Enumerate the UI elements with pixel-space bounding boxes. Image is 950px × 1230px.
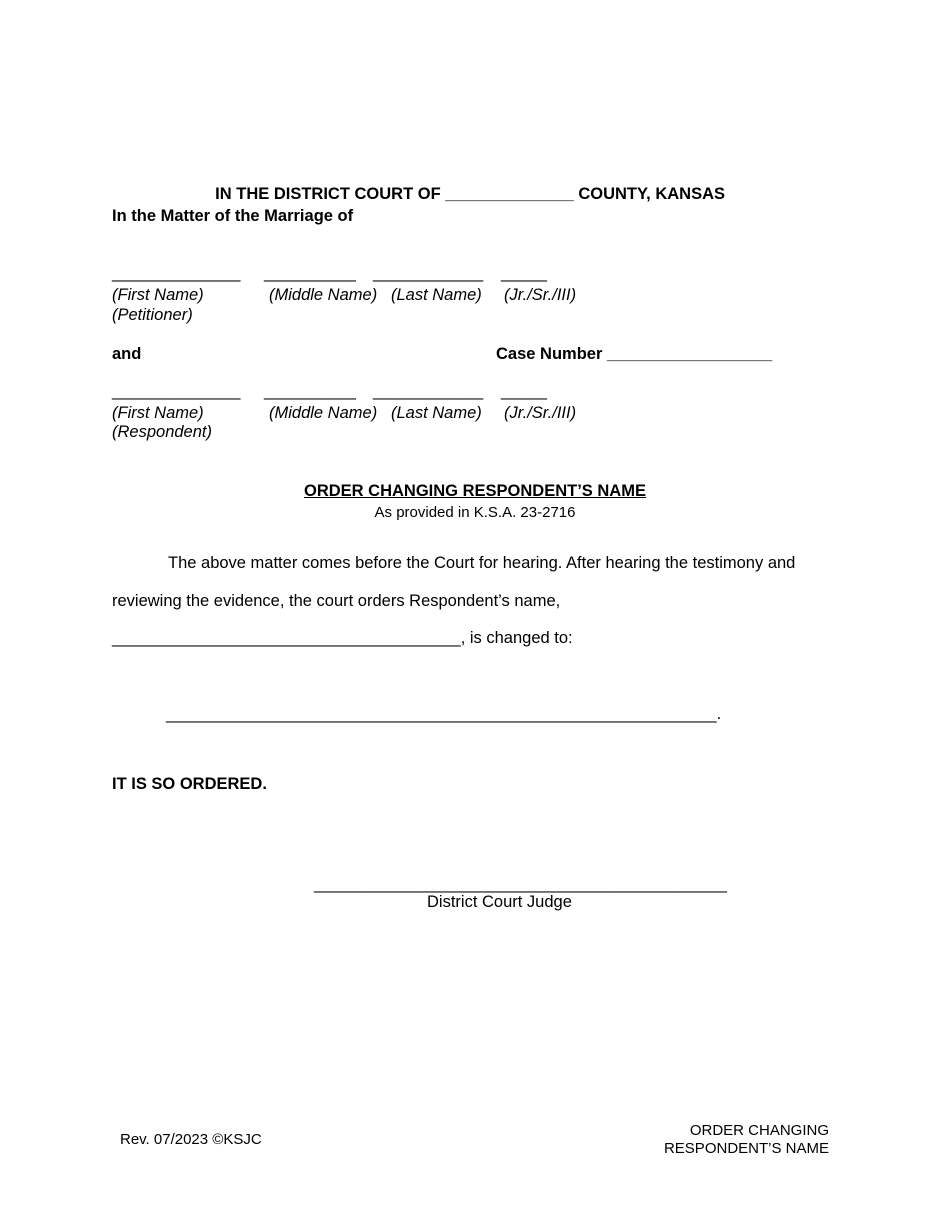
respondent-suffix-label: (Jr./Sr./III) (504, 404, 577, 422)
respondent-first-label: (First Name) (112, 404, 204, 422)
matter-heading: In the Matter of the Marriage of (112, 207, 354, 225)
court-suffix: COUNTY, KANSAS (578, 184, 726, 203)
respondent-first-line: ______________ (112, 382, 241, 400)
respondent-middle-line: __________ (264, 382, 356, 400)
county-blank: ______________ (445, 184, 574, 203)
respondent-last-line: ____________ (373, 382, 484, 400)
document-subtitle: As provided in K.S.A. 23-2716 (374, 504, 576, 521)
petitioner-last-line: ____________ (373, 264, 484, 282)
petitioner-first-label: (First Name) (112, 286, 204, 304)
case-number (496, 346, 772, 363)
respondent-role: (Respondent) (112, 423, 212, 441)
court-prefix: IN THE DISTRICT COURT OF (215, 184, 441, 203)
petitioner-middle-label: (Middle Name) (269, 286, 378, 304)
petitioner-suffix-line: _____ (501, 264, 547, 282)
petitioner-first-line: ______________ (112, 264, 241, 282)
signature-line: _____________________________________________ (314, 875, 727, 893)
body-line-2: reviewing the evidence, the court orders Respondent’s name, (112, 592, 561, 610)
footer-form-name-2: RESPONDENT’S NAME (663, 1140, 829, 1157)
petitioner-suffix-label: (Jr./Sr./III) (504, 286, 577, 304)
petitioner-role: (Petitioner) (112, 306, 193, 324)
petitioner-last-label: (Last Name) (391, 286, 482, 304)
case-number-text: Case Number __________________ (496, 345, 773, 363)
document-title: ORDER CHANGING RESPONDENT’S NAME (304, 482, 646, 500)
respondent-last-label: (Last Name) (391, 404, 482, 422)
footer-form-name-1: ORDER CHANGING (689, 1122, 829, 1139)
footer-revision: Rev. 07/2023 ©KSJC (120, 1131, 262, 1148)
body-line-3: ______________________________________, is changed to: (112, 629, 573, 647)
so-ordered: IT IS SO ORDERED. (112, 775, 267, 793)
respondent-suffix-line: _____ (501, 382, 547, 400)
respondent-middle-label: (Middle Name) (269, 404, 378, 422)
body-line-4: ____________________________________________________________. (166, 705, 722, 723)
and-label: and (112, 345, 142, 363)
signature-label: District Court Judge (427, 893, 572, 911)
petitioner-middle-line: __________ (264, 264, 356, 282)
body-line-1: The above matter comes before the Court for hearing. After hearing the testimony and (168, 554, 796, 572)
court-heading (206, 169, 725, 202)
